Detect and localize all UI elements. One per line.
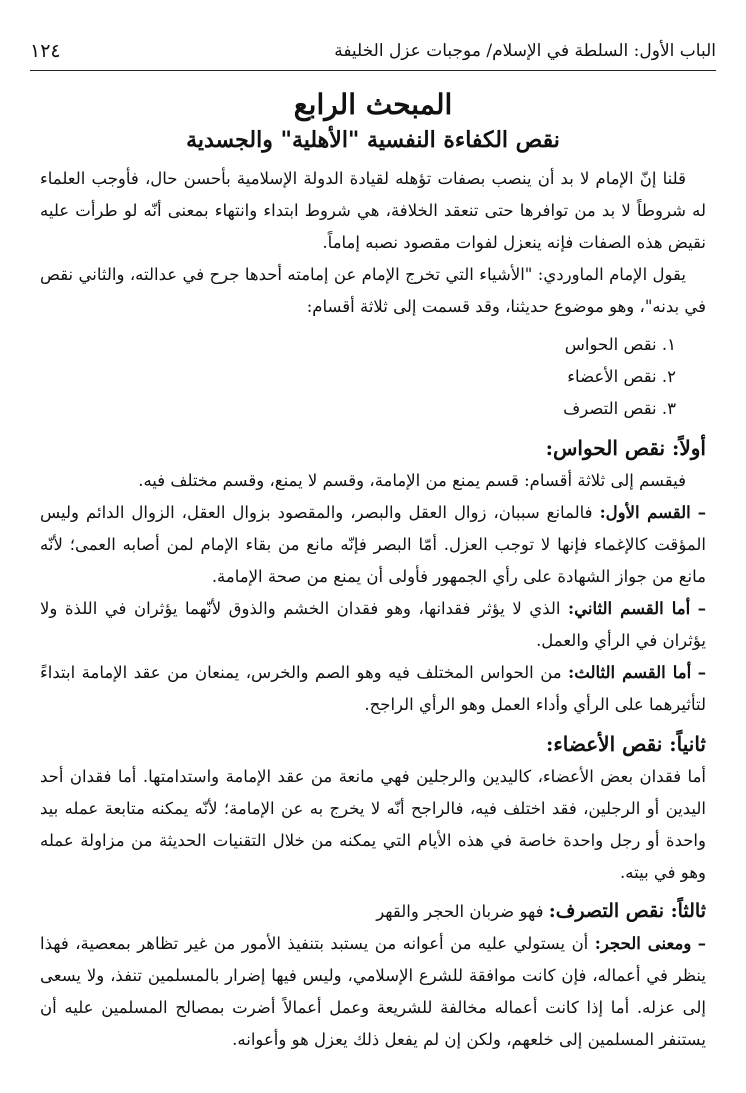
running-header (30, 36, 716, 66)
item-lead: أما القسم الثالث: (568, 663, 692, 682)
item-lead: القسم الأول: (599, 503, 691, 522)
running-title: الباب الأول: السلطة في الإسلام/ موجبات عزل الخليفة (334, 41, 716, 61)
item-lead: أما القسم الثاني: (568, 599, 691, 618)
chapter-title: المبحث الرابع (293, 88, 453, 121)
section-heading-limbs: ثانياً: نقص الأعضاء: (546, 732, 706, 756)
senses-item-2 (40, 593, 706, 657)
list-item: ١. نقص الحواس (564, 335, 676, 354)
section-heading-senses: أولاً: نقص الحواس: (545, 436, 706, 460)
item-lead: ومعنى الحجر: (594, 934, 692, 953)
list-item: ٢. نقص الأعضاء (567, 367, 676, 386)
senses-item-3 (40, 657, 706, 721)
item-text: الذي لا يؤثر فقدانها، وهو فقدان الخشم والذوق لأنّهما يؤثران في اللذة ولا يؤثران في الرأي والعمل. (40, 599, 706, 650)
dash-marker: – (697, 503, 707, 522)
senses-item-1 (40, 497, 706, 593)
page-number: ١٢٤ (30, 40, 61, 62)
page-body (40, 84, 706, 1056)
list-item: ٣. نقص التصرف (563, 399, 676, 418)
conduct-heading-rest: فهو ضربان الحجر والقهر (376, 902, 549, 921)
dash-marker: – (697, 663, 706, 682)
conduct-item-1 (40, 928, 706, 1056)
dash-marker: – (697, 934, 707, 953)
chapter-subtitle: نقص الكفاءة النفسية "الأهلية" والجسدية (186, 127, 560, 153)
mawardi-paragraph: يقول الإمام الماوردي: "الأشياء التي تخرج الإمام عن إمامته أحدها جرح في عدالته، والثاني نقص في بدنه"، وهو موضوع حديثنا، وقد قسمت إلى ثلاثة أقسام: (40, 265, 706, 316)
header-rule (30, 70, 716, 71)
conduct-heading: ثالثاً: نقص التصرف: (548, 900, 706, 922)
divisions-list (40, 329, 706, 425)
item-text: من الحواس المختلف فيه وهو الصم والخرس، يمنعان من عقد الإمامة ابتداءً لتأثيرهما على الرأي وأداء العمل وهو الرأي الراجح. (40, 663, 706, 714)
item-text: فالمانع سببان، زوال العقل والبصر، والمقصود بزوال العقل، الزوال الدائم وليس المؤقت كالإغماء فإنها لا توجب العزل. أمّا البصر فإنّه مانع من بقاء الإمام لمن أصابه العمى؛ لأنّه مانع من جواز الشهادة على رأي الجمهور فأولى أن يمنع من صحة الإمامة. (40, 503, 706, 586)
limbs-paragraph: أما فقدان بعض الأعضاء، كاليدين والرجلين فهي مانعة من عقد الإمامة واستدامتها. أما فقدان أحد اليدين أو الرجلين، فقد اختلف فيه، فالراجح أنّه لا يخرج به عن الإمامة؛ لأنّه يمكنه متابعة عمله بيد واحدة أو رجل واحدة خاصة في هذه الأيام التي يمكنه من خلال التقنيات الحديثة من مزاولة عمله وهو في بيته. (40, 767, 706, 882)
item-text: أن يستولي عليه من أعوانه من يستبد بتنفيذ الأمور من غير تظاهر بمعصية، فهذا ينظر في أعماله، فإن كانت موافقة للشرع الإسلامي، وليس فيها إضرار بالمسلمين تنفذ، ولا يسعى إلى عزله. أما إذا كانت أعماله مخالفة للشريعة وعمل أعمالاً أضرت بمصالح المسلمين عليه أن يستنفر المسلمين إلى خلعهم، ولكن إن لم يفعل ذلك يعزل هو وأعوانه. (40, 934, 706, 1049)
intro-paragraph: قلنا إنّ الإمام لا بد أن ينصب بصفات تؤهله لقيادة الدولة الإسلامية بأحسن حال، فأوجب العلماء له شروطاً لا بد من توافرها حتى تنعقد الخلافة، هي شروط ابتداء وانتهاء بمعنى أنّه لو طرأت عليه نقيض هذه الصفات فإنه ينعزل لفوات مقصود نصبه إماماً. (40, 169, 706, 252)
dash-marker: – (697, 599, 706, 618)
senses-intro: فيقسم إلى ثلاثة أقسام: قسم يمنع من الإمامة، وقسم لا يمنع، وقسم مختلف فيه. (138, 471, 686, 490)
section-heading-conduct (40, 895, 706, 928)
